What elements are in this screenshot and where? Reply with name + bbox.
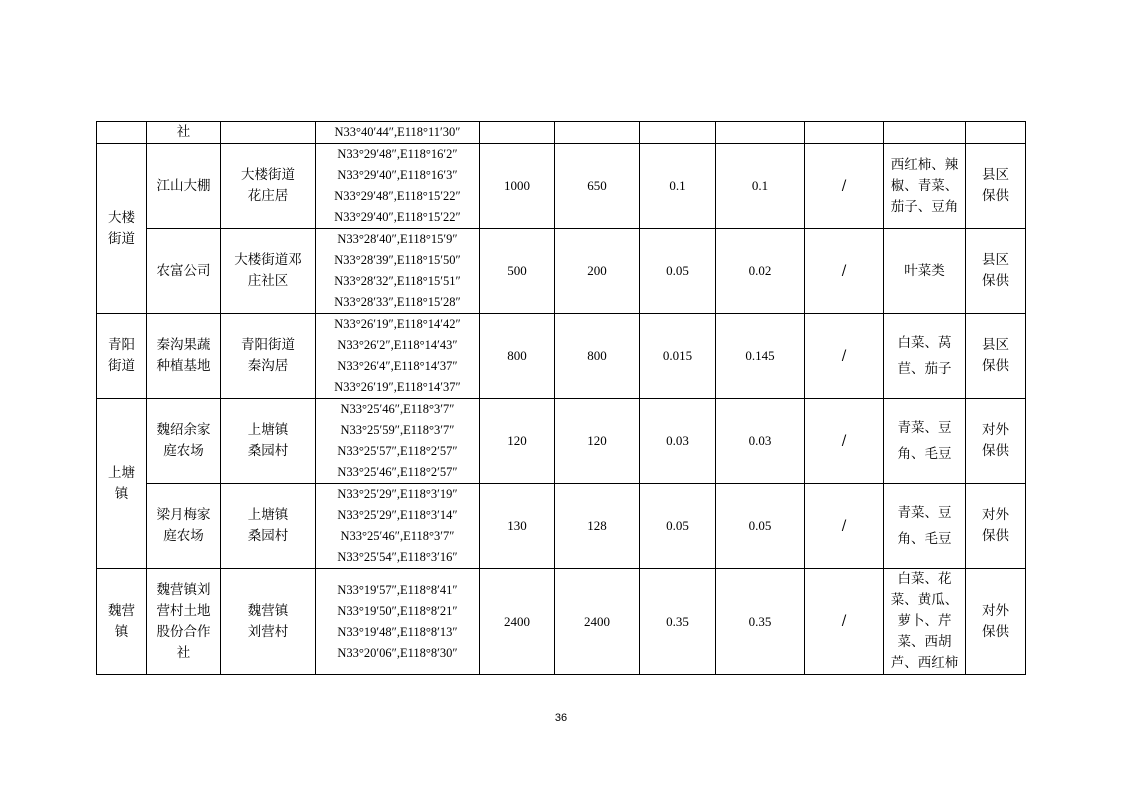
value-cell: 120	[555, 399, 640, 484]
value-cell	[480, 122, 555, 144]
district-cell	[97, 122, 147, 144]
value-cell: 0.02	[716, 229, 805, 314]
supply-cell: 县区保供	[966, 144, 1026, 229]
location-cell	[221, 122, 316, 144]
location-cell: 魏营镇刘营村	[221, 569, 316, 675]
table-row	[97, 484, 1026, 569]
coord-line: N33°25′46″,E118°3′7″	[340, 529, 455, 543]
table-row	[97, 229, 1026, 314]
district-cell: 上塘镇	[97, 399, 147, 569]
table-row	[97, 144, 1026, 229]
table-row	[97, 399, 1026, 484]
coord-line: N33°25′46″,E118°3′7″	[340, 402, 455, 416]
coord-line: N33°25′29″,E118°3′19″	[337, 487, 458, 501]
value-cell: 0.03	[640, 399, 716, 484]
coord-line: N33°26′19″,E118°14′42″	[334, 317, 461, 331]
crops-cell: 青菜、豆角、毛豆	[884, 484, 966, 569]
coord-line: N33°25′46″,E118°2′57″	[337, 465, 458, 479]
coord-line: N33°29′48″,E118°16′2″	[337, 147, 458, 161]
value-cell: 0.015	[640, 314, 716, 399]
value-cell: 0.145	[716, 314, 805, 399]
base-cell: 社	[147, 122, 221, 144]
value-cell: /	[805, 399, 884, 484]
table-row	[97, 122, 1026, 144]
supply-cell	[966, 122, 1026, 144]
coord-line: N33°28′40″,E118°15′9″	[337, 232, 458, 246]
value-cell: 0.1	[640, 144, 716, 229]
coords-cell	[316, 569, 480, 675]
coord-line: N33°26′2″,E118°14′43″	[337, 338, 458, 352]
value-cell: 0.35	[640, 569, 716, 675]
coords-cell	[316, 399, 480, 484]
value-cell: /	[805, 229, 884, 314]
supply-cell: 县区保供	[966, 229, 1026, 314]
base-cell: 魏绍余家庭农场	[147, 399, 221, 484]
base-cell: 江山大棚	[147, 144, 221, 229]
value-cell: /	[805, 314, 884, 399]
coord-line: N33°29′48″,E118°15′22″	[334, 189, 461, 203]
coord-line: N33°28′32″,E118°15′51″	[334, 274, 461, 288]
supply-cell: 对外保供	[966, 484, 1026, 569]
value-cell	[805, 122, 884, 144]
crops-cell: 叶菜类	[884, 229, 966, 314]
value-cell: 0.05	[640, 229, 716, 314]
coord-line: N33°29′40″,E118°16′3″	[337, 168, 458, 182]
crops-cell: 西红柿、辣椒、青菜、茄子、豆角	[884, 144, 966, 229]
supply-cell: 对外保供	[966, 569, 1026, 675]
coord-line: N33°25′29″,E118°3′14″	[337, 508, 458, 522]
value-cell: 0.05	[716, 484, 805, 569]
value-cell: 0.03	[716, 399, 805, 484]
coord-line: N33°19′50″,E118°8′21″	[337, 603, 458, 618]
district-cell: 青阳街道	[97, 314, 147, 399]
coords-cell	[316, 144, 480, 229]
location-cell: 大楼街道花庄居	[221, 144, 316, 229]
value-cell: 0.1	[716, 144, 805, 229]
crops-cell: 青菜、豆角、毛豆	[884, 399, 966, 484]
data-table	[96, 121, 1026, 675]
coord-line: N33°29′40″,E118°15′22″	[334, 210, 461, 224]
base-cell: 秦沟果蔬种植基地	[147, 314, 221, 399]
coord-line: N33°28′33″,E118°15′28″	[334, 295, 461, 309]
value-cell: 800	[480, 314, 555, 399]
coord-line: N33°25′57″,E118°2′57″	[337, 444, 458, 458]
coords-cell	[316, 229, 480, 314]
coords-cell	[316, 484, 480, 569]
crops-cell: 白菜、莴苣、茄子	[884, 314, 966, 399]
value-cell: 128	[555, 484, 640, 569]
table-row	[97, 569, 1026, 675]
coord-line: N33°26′19″,E118°14′37″	[334, 380, 461, 394]
value-cell: 2400	[480, 569, 555, 675]
value-cell: 2400	[555, 569, 640, 675]
table-row	[97, 314, 1026, 399]
district-cell: 大楼街道	[97, 144, 147, 314]
value-cell: /	[805, 144, 884, 229]
value-cell: 200	[555, 229, 640, 314]
value-cell: /	[805, 484, 884, 569]
supply-cell: 对外保供	[966, 399, 1026, 484]
coord-line: N33°19′48″,E118°8′13″	[337, 624, 458, 639]
base-cell: 农富公司	[147, 229, 221, 314]
value-cell	[555, 122, 640, 144]
value-cell: 120	[480, 399, 555, 484]
crops-cell	[884, 122, 966, 144]
coord-line: N33°25′54″,E118°3′16″	[337, 550, 458, 564]
coord-line: N33°26′4″,E118°14′37″	[337, 359, 458, 373]
district-cell: 魏营镇	[97, 569, 147, 675]
coord-line: N33°40′44″,E118°11′30″	[334, 125, 461, 139]
value-cell	[640, 122, 716, 144]
location-cell: 大楼街道邓庄社区	[221, 229, 316, 314]
coord-line: N33°20′06″,E118°8′30″	[337, 645, 458, 660]
value-cell: /	[805, 569, 884, 675]
location-cell: 上塘镇桑园村	[221, 399, 316, 484]
coord-line: N33°28′39″,E118°15′50″	[334, 253, 461, 267]
coord-line: N33°25′59″,E118°3′7″	[340, 423, 455, 437]
value-cell: 130	[480, 484, 555, 569]
value-cell: 500	[480, 229, 555, 314]
value-cell: 650	[555, 144, 640, 229]
base-cell: 梁月梅家庭农场	[147, 484, 221, 569]
value-cell: 0.05	[640, 484, 716, 569]
crops-cell: 白菜、花菜、黄瓜、萝卜、芹菜、西胡芦、西红柿	[884, 569, 966, 675]
coord-line: N33°19′57″,E118°8′41″	[337, 582, 458, 597]
coords-cell	[316, 314, 480, 399]
value-cell	[716, 122, 805, 144]
base-cell: 魏营镇刘营村土地股份合作社	[147, 569, 221, 675]
page-number: 36	[554, 712, 568, 724]
supply-cell: 县区保供	[966, 314, 1026, 399]
value-cell: 1000	[480, 144, 555, 229]
location-cell: 上塘镇桑园村	[221, 484, 316, 569]
location-cell: 青阳街道秦沟居	[221, 314, 316, 399]
value-cell: 0.35	[716, 569, 805, 675]
value-cell: 800	[555, 314, 640, 399]
coords-cell	[316, 122, 480, 144]
